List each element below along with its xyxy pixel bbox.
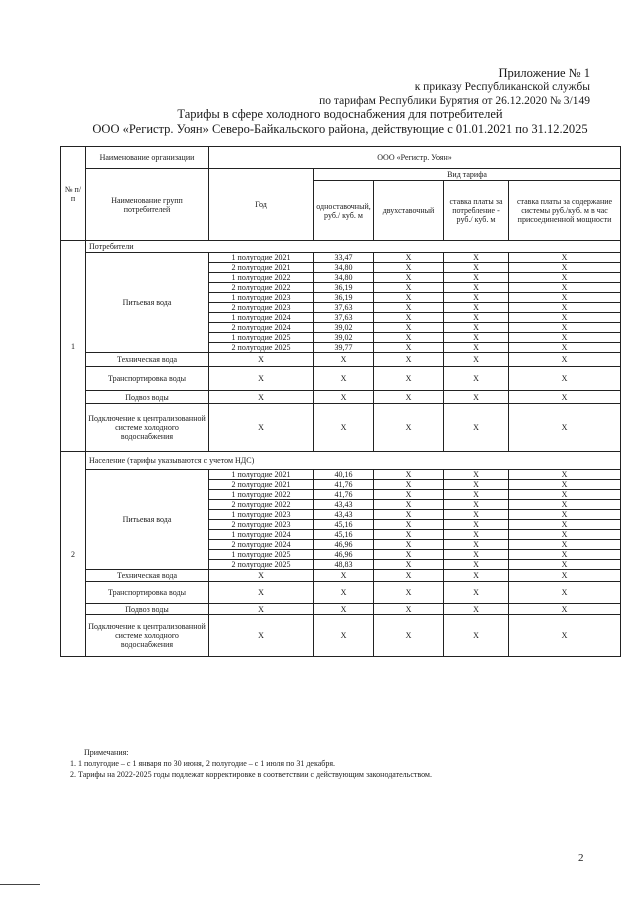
not-applicable-cell: Х [509,510,621,520]
not-applicable-cell: Х [509,343,621,353]
not-applicable-cell: Х [374,500,444,510]
not-applicable-cell: Х [509,263,621,273]
not-applicable-cell: Х [314,615,374,657]
not-applicable-cell: Х [374,404,444,452]
not-applicable-cell: Х [444,283,509,293]
not-applicable-cell: Х [314,353,374,367]
not-applicable-cell: Х [444,323,509,333]
not-applicable-cell: Х [374,293,444,303]
not-applicable-cell: Х [444,470,509,480]
not-applicable-cell: Х [374,615,444,657]
not-applicable-cell: Х [509,313,621,323]
appendix-header [319,66,590,108]
not-applicable-cell: Х [509,333,621,343]
period-cell: 2 полугодие 2022 [209,500,314,510]
header-consumer-groups: Наименование групп потребителей [86,169,209,241]
not-applicable-cell: Х [209,570,314,582]
not-applicable-cell: Х [444,353,509,367]
not-applicable-cell: Х [374,470,444,480]
not-applicable-cell: Х [374,323,444,333]
not-applicable-cell: Х [374,604,444,615]
consumer-group-row-label: Подключение к централизованной системе холодного водоснабжения [86,404,209,452]
period-cell: 1 полугодие 2024 [209,530,314,540]
not-applicable-cell: Х [509,582,621,604]
period-cell: 2 полугодие 2023 [209,303,314,313]
not-applicable-cell: Х [509,283,621,293]
notes-title: Примечания: [84,748,129,757]
not-applicable-cell: Х [444,560,509,570]
not-applicable-cell: Х [444,530,509,540]
tariff-value: 34,80 [314,263,374,273]
not-applicable-cell: Х [314,391,374,404]
period-cell: 2 полугодие 2021 [209,480,314,490]
not-applicable-cell: Х [509,520,621,530]
period-cell: 1 полугодие 2021 [209,253,314,263]
section-label: Потребители [86,241,621,253]
tariff-value: 41,76 [314,480,374,490]
title-line-1: Тарифы в сфере холодного водоснабжения для потребителей [177,107,503,121]
not-applicable-cell: Х [209,582,314,604]
period-cell: 1 полугодие 2025 [209,550,314,560]
tariff-value: 45,16 [314,520,374,530]
organization-name: ООО «Регистр. Уоян» [209,147,621,169]
not-applicable-cell: Х [444,273,509,283]
not-applicable-cell: Х [374,333,444,343]
not-applicable-cell: Х [314,570,374,582]
not-applicable-cell: Х [374,273,444,283]
not-applicable-cell: Х [374,530,444,540]
period-cell: 1 полугодие 2024 [209,313,314,323]
not-applicable-cell: Х [509,550,621,560]
period-cell: 1 полугодие 2025 [209,333,314,343]
consumer-group-row-label: Транспортировка воды [86,367,209,391]
not-applicable-cell: Х [509,404,621,452]
consumer-group-row-label: Транспортировка воды [86,582,209,604]
table-row [61,253,621,263]
not-applicable-cell: Х [509,273,621,283]
period-cell: 2 полугодие 2025 [209,343,314,353]
not-applicable-cell: Х [444,490,509,500]
page-number: 2 [578,852,584,864]
tariff-value: 33,47 [314,253,374,263]
not-applicable-cell: Х [444,582,509,604]
period-cell: 1 полугодие 2022 [209,490,314,500]
not-applicable-cell: Х [509,615,621,657]
order-date: по тарифам Республики Бурятия от 26.12.2020 № 3/149 [319,95,590,107]
not-applicable-cell: Х [444,550,509,560]
not-applicable-cell: Х [374,391,444,404]
not-applicable-cell: Х [444,391,509,404]
header-number: № п/п [61,147,86,241]
header-tariff-type: ставка платы за содержание системы руб./куб. м в час присоединенной мощности [509,181,621,241]
not-applicable-cell: Х [374,303,444,313]
not-applicable-cell: Х [314,404,374,452]
document-title [60,107,620,137]
not-applicable-cell: Х [444,367,509,391]
tariff-value: 46,96 [314,550,374,560]
tariff-value: 43,43 [314,510,374,520]
not-applicable-cell: Х [509,560,621,570]
tariff-table [60,146,621,657]
not-applicable-cell: Х [374,353,444,367]
notes [70,747,608,780]
not-applicable-cell: Х [509,470,621,480]
period-cell: 2 полугодие 2021 [209,263,314,273]
consumer-group-row-label: Подключение к централизованной системе холодного водоснабжения [86,615,209,657]
not-applicable-cell: Х [444,313,509,323]
scan-edge-line [0,884,40,885]
tariff-value: 39,02 [314,333,374,343]
not-applicable-cell: Х [509,500,621,510]
not-applicable-cell: Х [444,263,509,273]
not-applicable-cell: Х [509,391,621,404]
order-reference: к приказу Республиканской службы [414,81,590,93]
header-tariff-type: двухставочный [374,181,444,241]
period-cell: 2 полугодие 2023 [209,520,314,530]
table-row [61,452,621,470]
not-applicable-cell: Х [209,353,314,367]
not-applicable-cell: Х [374,263,444,273]
not-applicable-cell: Х [509,480,621,490]
table-row [61,147,621,169]
not-applicable-cell: Х [374,480,444,490]
not-applicable-cell: Х [314,367,374,391]
not-applicable-cell: Х [444,604,509,615]
consumer-group-row-label: Техническая вода [86,353,209,367]
not-applicable-cell: Х [444,343,509,353]
not-applicable-cell: Х [374,313,444,323]
section-number: 2 [61,452,86,657]
tariff-value: 45,16 [314,530,374,540]
consumer-group-row-label: Подвоз воды [86,604,209,615]
table-row [61,582,621,604]
not-applicable-cell: Х [509,367,621,391]
not-applicable-cell: Х [314,582,374,604]
not-applicable-cell: Х [374,540,444,550]
tariff-value: 40,16 [314,470,374,480]
not-applicable-cell: Х [509,253,621,263]
not-applicable-cell: Х [374,560,444,570]
not-applicable-cell: Х [374,283,444,293]
table-row [61,391,621,404]
header-tariff-type: одноставочный, руб./ куб. м [314,181,374,241]
table-row [61,367,621,391]
not-applicable-cell: Х [444,480,509,490]
table-row [61,353,621,367]
table-row [61,169,621,181]
not-applicable-cell: Х [444,500,509,510]
not-applicable-cell: Х [444,404,509,452]
header-organization: Наименование организации [86,147,209,169]
not-applicable-cell: Х [209,604,314,615]
period-cell: 1 полугодие 2021 [209,470,314,480]
not-applicable-cell: Х [444,570,509,582]
table-row [61,570,621,582]
header-tariff-kind: Вид тарифа [314,169,621,181]
tariff-value: 39,77 [314,343,374,353]
title-line-2: ООО «Регистр. Уоян» Северо-Байкальского района, действующие с 01.01.2021 по 31.12.2025 [92,122,588,136]
header-year: Год [209,169,314,241]
tariff-value: 46,96 [314,540,374,550]
not-applicable-cell: Х [509,490,621,500]
appendix-number: Приложение № 1 [498,66,590,80]
note-item: 2. Тарифы на 2022-2025 годы подлежат корректировке в соответствии с действующим законодательством. [70,770,432,779]
drinking-water-label: Питьевая вода [86,253,209,353]
section-label: Население (тарифы указываются с учетом НДС) [86,452,621,470]
drinking-water-label: Питьевая вода [86,470,209,570]
not-applicable-cell: Х [209,615,314,657]
tariff-value: 43,43 [314,500,374,510]
not-applicable-cell: Х [374,510,444,520]
not-applicable-cell: Х [374,550,444,560]
period-cell: 2 полугодие 2022 [209,283,314,293]
not-applicable-cell: Х [444,253,509,263]
not-applicable-cell: Х [444,540,509,550]
period-cell: 1 полугодие 2023 [209,510,314,520]
not-applicable-cell: Х [209,367,314,391]
tariff-value: 36,19 [314,283,374,293]
not-applicable-cell: Х [374,367,444,391]
tariff-value: 37,63 [314,303,374,313]
not-applicable-cell: Х [374,343,444,353]
tariff-value: 41,76 [314,490,374,500]
not-applicable-cell: Х [314,604,374,615]
period-cell: 1 полугодие 2023 [209,293,314,303]
not-applicable-cell: Х [374,520,444,530]
table-row [61,470,621,480]
not-applicable-cell: Х [509,353,621,367]
tariff-value: 34,80 [314,273,374,283]
header-tariff-type: ставка платы за потребление - руб./ куб. м [444,181,509,241]
consumer-group-row-label: Техническая вода [86,570,209,582]
table-row [61,241,621,253]
not-applicable-cell: Х [444,520,509,530]
not-applicable-cell: Х [374,582,444,604]
tariff-value: 48,83 [314,560,374,570]
tariff-value: 36,19 [314,293,374,303]
not-applicable-cell: Х [374,490,444,500]
tariff-value: 39,02 [314,323,374,333]
table-row [61,604,621,615]
period-cell: 1 полугодие 2022 [209,273,314,283]
not-applicable-cell: Х [444,293,509,303]
period-cell: 2 полугодие 2025 [209,560,314,570]
not-applicable-cell: Х [509,293,621,303]
not-applicable-cell: Х [509,540,621,550]
not-applicable-cell: Х [374,253,444,263]
not-applicable-cell: Х [509,604,621,615]
not-applicable-cell: Х [444,510,509,520]
not-applicable-cell: Х [509,323,621,333]
not-applicable-cell: Х [209,404,314,452]
table-row [61,615,621,657]
table-row [61,404,621,452]
period-cell: 2 полугодие 2024 [209,323,314,333]
not-applicable-cell: Х [374,570,444,582]
not-applicable-cell: Х [509,530,621,540]
period-cell: 2 полугодие 2024 [209,540,314,550]
not-applicable-cell: Х [509,303,621,313]
not-applicable-cell: Х [209,391,314,404]
not-applicable-cell: Х [444,303,509,313]
tariff-value: 37,63 [314,313,374,323]
note-item: 1. 1 полугодие – с 1 января по 30 июня, 2 полугодие – с 1 июля по 31 декабря. [70,759,336,768]
not-applicable-cell: Х [444,333,509,343]
section-number: 1 [61,241,86,452]
not-applicable-cell: Х [444,615,509,657]
not-applicable-cell: Х [509,570,621,582]
consumer-group-row-label: Подвоз воды [86,391,209,404]
